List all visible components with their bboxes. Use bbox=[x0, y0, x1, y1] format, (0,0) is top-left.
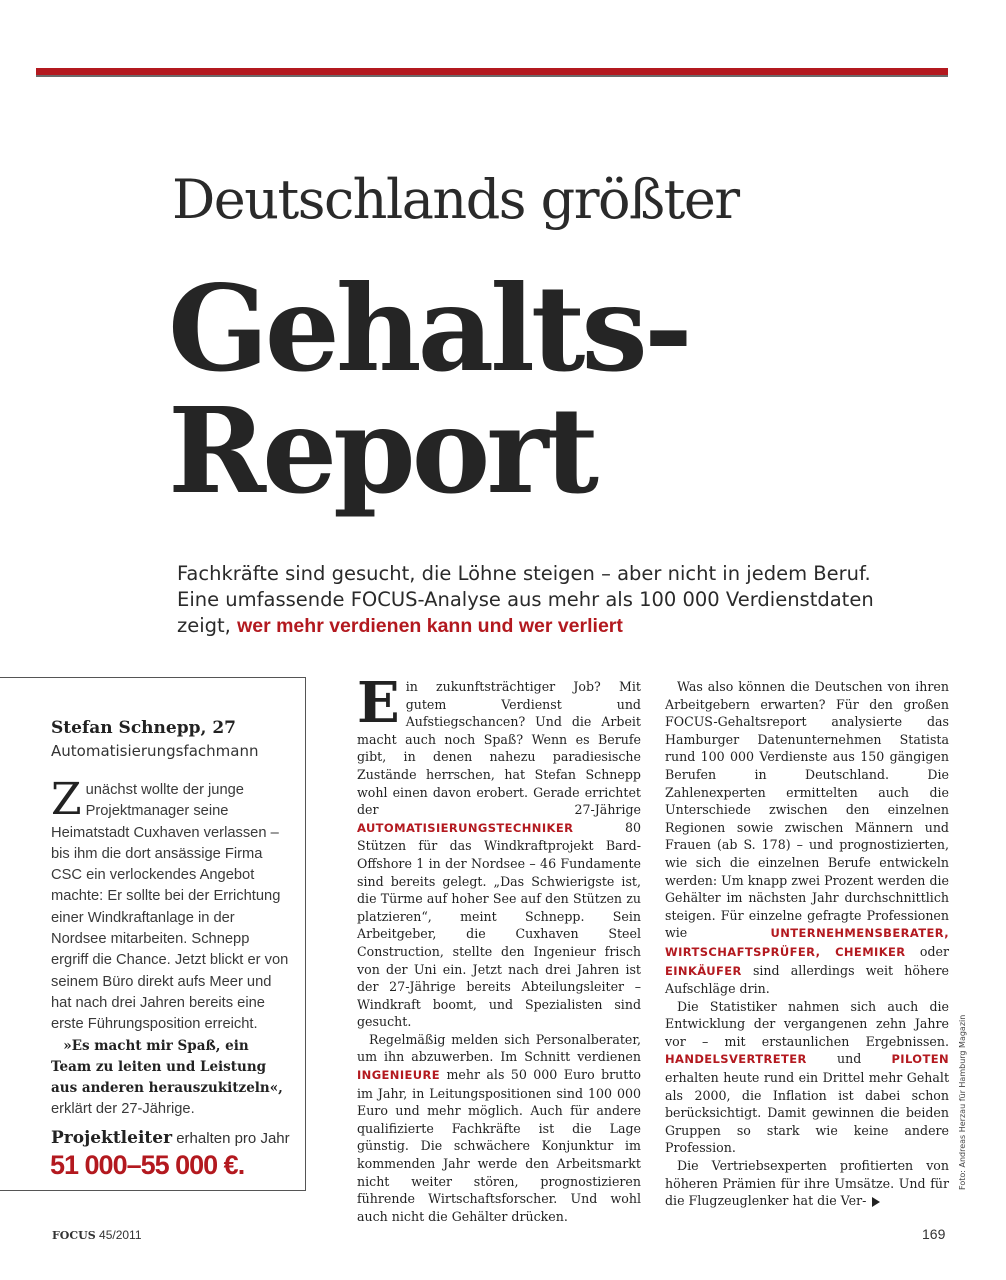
highlight-job: UNTERNEHMENSBERATER, bbox=[770, 926, 949, 941]
text-run: in zukunftsträchtiger Job? Mit gutem Verdienst und Aufstiegschancen? Und die Arbeit macht auch noch Spaß? Wenn es Berufe gibt, in denen nahezu paradiesische Zustände herrschen, hat Stefan Schnepp wohl einen davon erobert. Gerade errichtet der 27-Jährige bbox=[357, 679, 641, 818]
text-run: sind allerdings weit höhere Aufschläge drin. bbox=[665, 962, 949, 997]
deck-line3 bbox=[177, 613, 937, 639]
headline-line1: Gehalts- bbox=[168, 259, 689, 398]
salary-label: Projektleiter bbox=[51, 1128, 173, 1148]
profile-body: unächst wollte der junge Projektmanager seine Heimatstadt Cuxhaven verlassen – bis ihm die dort ansässige Firma CSC ein verlockendes Angebot machte: Er sollte bei der Errichtung einer Windkraftanlage in der Nordsee mitarbeiten. Schnepp ergriff die Chance. Jetzt blickt er von seinem Büro direkt aufs Meer und hat nach drei Jahren bereits eine erste Führungsposition erreicht. bbox=[51, 782, 289, 1033]
deck bbox=[177, 561, 937, 639]
text-run: und bbox=[836, 1051, 862, 1067]
text-run: Regelmäßig melden sich Personalberater, um ihn abzuwerben. Im Schnitt verdienen bbox=[357, 1031, 641, 1065]
top-rule-shadow bbox=[36, 75, 948, 77]
highlight-job: AUTOMATISIERUNGSTECHNIKER bbox=[357, 820, 574, 835]
text-run: Was also können die Deutschen von ihren Arbeitgebern erwarten? Für den großen FOCUS-Gehaltsreport analysierte das Hamburger Datenunternehmen Statista rund 100 000 Verdienste aus 150 gängigen Berufen in Deutschland. Die Zahlenexperten ermittelten auch die Unterschiede zwischen den einzelnen Regionen sowie zwischen Männern und Frauen (ab S. 178) – und prognostizierten, wie sich die einzelnen Berufe entwickeln werden: Um knapp zwei Prozent werden die Gehälter im nächsten Jahr durchschnittlich steigen. Für einzelne gefragte Professionen wie bbox=[665, 679, 949, 941]
paragraph bbox=[357, 670, 641, 1031]
drop-cap: E bbox=[357, 670, 400, 736]
highlight-job: INGENIEURE bbox=[357, 1068, 441, 1083]
profile-box bbox=[0, 677, 306, 1191]
text-run: erhalten heute rund ein Drittel mehr Gehalt als 2000, die Inflation ist dabei schon berücksichtigt. Damit gewinnen die beiden Gruppen so stark wie keine andere Profession. bbox=[665, 1070, 949, 1156]
salary-line bbox=[51, 1128, 290, 1148]
profile-quote: »Es macht mir Spaß, ein Team zu leiten und Leistung aus anderen herauszukitzeln«, bbox=[51, 1037, 283, 1097]
article-column-1 bbox=[357, 670, 641, 1224]
highlight-job: EINKÄUFER bbox=[665, 963, 742, 978]
text-run: mehr als 50 000 Euro brutto im Jahr, in Leitungspositionen sind 100 000 Euro und mehr möglich. Auch für andere qualifizierte Fachkräfte ist die Lage günstig. Die schwächere Konjunktur im kommenden Jahr werde den Arbeitsmarkt nicht weiter stören, prognostizieren führende Wirtschaftsforscher. Und wohl auch nicht die Gehälter drücken. bbox=[357, 1067, 641, 1224]
text-run: 80 Stützen für das Windkraftprojekt Bard-Offshore 1 in der Nordsee – 46 Fundamente sind bereits gelegt. „Das Schwierigste ist, die Türme auf hoher See auf den Stützen zu platzieren“, meint Schnepp. Sein Arbeitgeber, die Cuxhaven Steel Construction, stellte den Ingenieur frisch von der Uni ein. Jetzt nach drei Jahren ist der 27-Jährige bereits Abteilungsleiter – Windkraft boomt, und Spezialisten sind gesucht. bbox=[357, 819, 641, 1030]
arrow-right-icon bbox=[872, 1197, 880, 1207]
deck-line1: Fachkräfte sind gesucht, die Löhne steigen – aber nicht in jedem Beruf. bbox=[177, 562, 871, 585]
salary-amount: 51 000–55 000 €. bbox=[50, 1150, 245, 1180]
kicker: Deutschlands größter bbox=[172, 168, 739, 231]
deck-highlight: wer mehr verdienen kann und wer verliert bbox=[237, 615, 623, 637]
paragraph bbox=[665, 678, 949, 998]
footer-magazine: FOCUS bbox=[52, 1229, 96, 1242]
text-run: Die Statistiker nahmen sich auch die Entwicklung der vergangenen zehn Jahre vor – mit erstaunlichen Ergebnissen. bbox=[665, 998, 949, 1049]
paragraph bbox=[357, 1031, 641, 1226]
text-run: oder bbox=[919, 943, 949, 959]
footer-issue bbox=[52, 1228, 142, 1242]
paragraph bbox=[665, 1157, 949, 1210]
photo-credit: Foto: Andreas Herzau für Hamburg Magazin bbox=[958, 1014, 967, 1190]
profile-name: Stefan Schnepp, 27 bbox=[51, 718, 236, 738]
page-number: 169 bbox=[922, 1226, 946, 1242]
highlight-job: WIRTSCHAFTSPRÜFER, CHEMIKER bbox=[665, 944, 906, 959]
profile-text bbox=[51, 774, 289, 1121]
highlight-job: HANDELSVERTRETER bbox=[665, 1052, 807, 1067]
profile-quote-after: erklärt der 27-Jährige. bbox=[51, 1101, 195, 1118]
top-rule bbox=[36, 68, 948, 75]
highlight-job: PILOTEN bbox=[891, 1052, 949, 1067]
paragraph bbox=[665, 998, 949, 1157]
deck-line2: Eine umfassende FOCUS-Analyse aus mehr als 100 000 Verdienstdaten bbox=[177, 588, 874, 611]
footer-issue-number: 45/2011 bbox=[99, 1228, 142, 1242]
headline-line2: Report bbox=[168, 381, 596, 520]
deck-line3-start: zeigt, bbox=[177, 614, 231, 637]
profile-drop-letter: Z bbox=[51, 774, 82, 825]
text-run: Die Vertriebsexperten profitierten von höheren Prämien für ihre Umsätze. Und für die Flugzeuglenker hat die Ver- bbox=[665, 1158, 949, 1209]
salary-text: erhalten pro Jahr bbox=[176, 1130, 290, 1147]
profile-role: Automatisierungsfachmann bbox=[51, 742, 259, 760]
article-column-2 bbox=[665, 678, 949, 1209]
